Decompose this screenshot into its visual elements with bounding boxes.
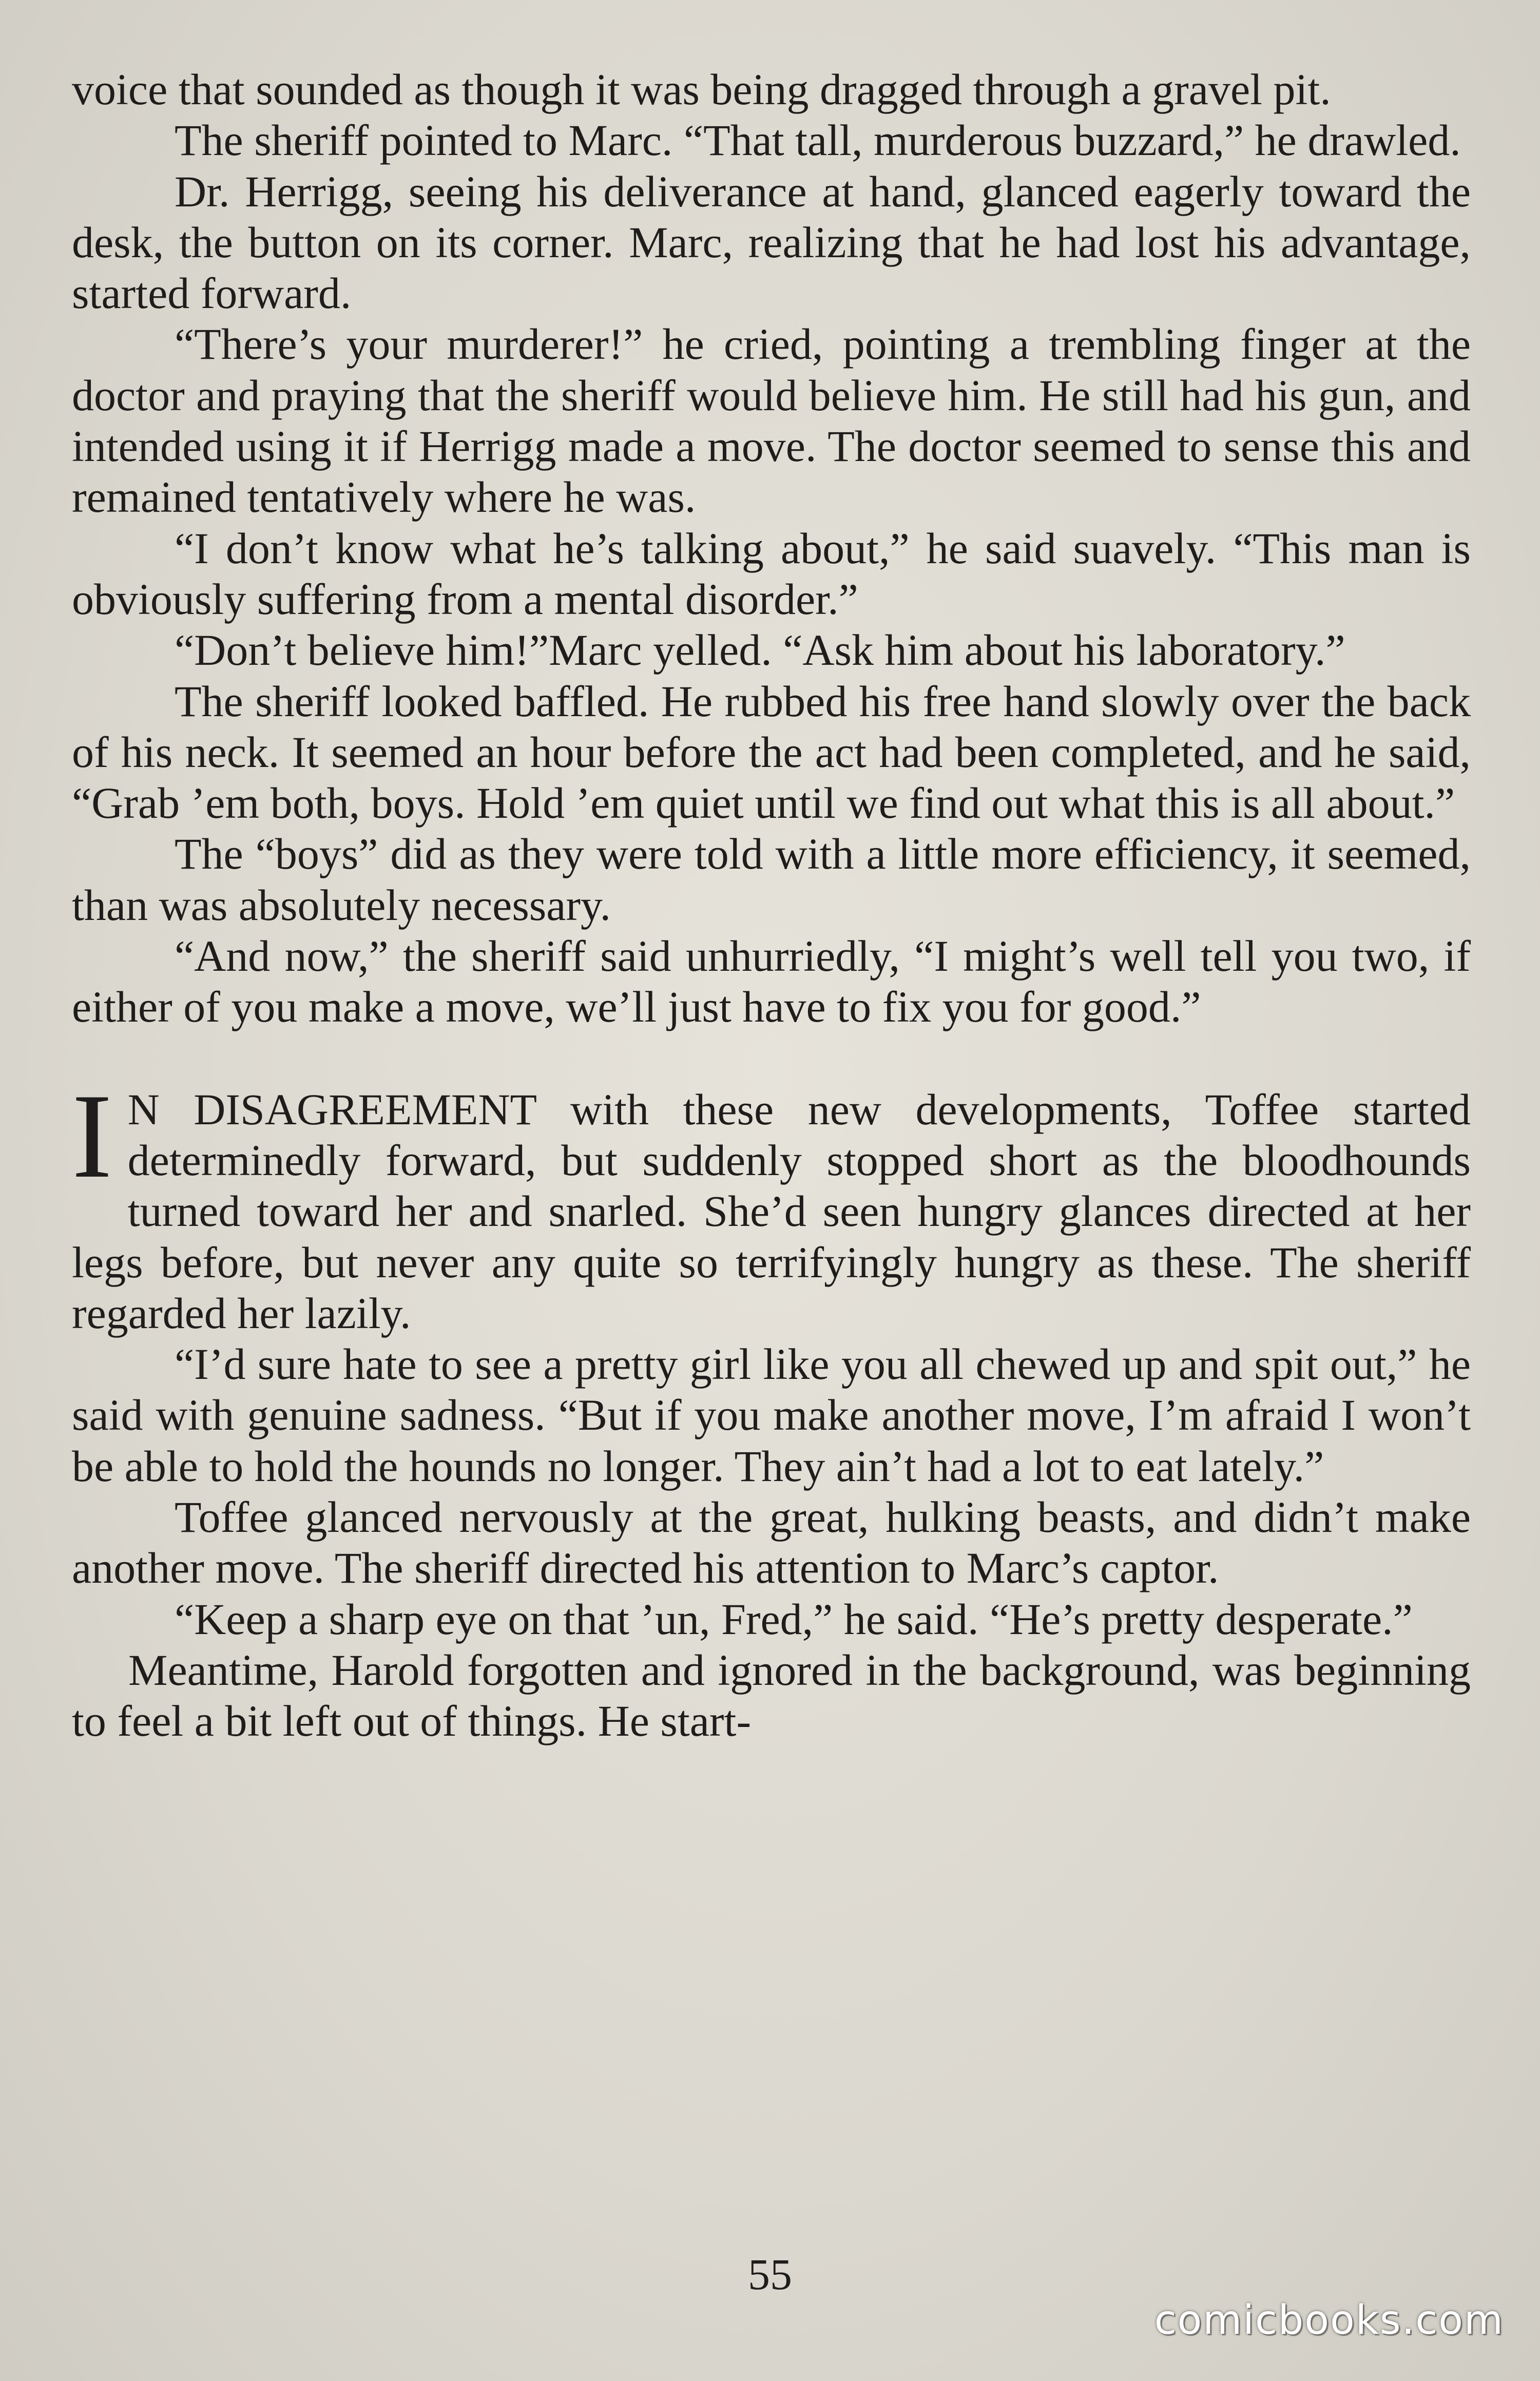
section-first-text: N DISAGREEMENT with these new developments, Toffee started determinedly forward, but suddenly stopped short as the bloodhounds turned toward her and snarled. She’d seen hungry glances directed at her legs before, but never any quite so terrifyingly hungry as these. The sheriff regarded her lazily. [72, 1084, 1471, 1338]
paragraph: “And now,” the sheriff said unhurriedly, “I might’s well tell you two, if either of you make a move, we’ll just have to fix you for good.” [72, 931, 1471, 1032]
paragraph: “I don’t know what he’s talking about,” he said suavely. “This man is obviously suffering from a mental disorder.” [72, 523, 1471, 624]
body-text [72, 64, 1471, 1747]
paragraph: “Keep a sharp eye on that ’un, Fred,” he said. “He’s pretty desperate.” [175, 1594, 1413, 1644]
paragraph: Toffee glanced nervously at the great, hulking beasts, and didn’t make another move. The sheriff directed his attention to Marc’s captor. [72, 1492, 1471, 1593]
paragraph: Dr. Herrigg, seeing his deliverance at hand, glanced eagerly toward the desk, the button on its corner. Marc, realizing that he had lost his advantage, started forward. [72, 166, 1471, 318]
drop-cap: I [72, 1069, 112, 1203]
paragraph: “Don’t believe him!”Marc yelled. “Ask him about his laboratory.” [175, 625, 1345, 675]
paragraph: “I’d sure hate to see a pretty girl like you all chewed up and spit out,” he said with genuine sadness. “But if you make another move, I’m afraid I won’t be able to hold the hounds no longer. They ain’t had a lot to eat lately.” [72, 1339, 1471, 1491]
section-opening-paragraph [72, 1069, 1471, 1339]
paragraph: The sheriff looked baffled. He rubbed his free hand slowly over the back of his neck. It seemed an hour before the act had been completed, and he said, “Grab ’em both, boys. Hold ’em quiet until we find out what this is all about.” [72, 676, 1471, 828]
paragraph: voice that sounded as though it was being dragged through a gravel pit. [72, 65, 1331, 114]
paragraph: The “boys” did as they were told with a little more efficiency, it seemed, than was absolutely necessary. [72, 829, 1471, 930]
paragraph: The sheriff pointed to Marc. “That tall, murderous buzzard,” he drawled. [175, 116, 1461, 165]
page-number: 55 [748, 2250, 792, 2299]
paragraph: Meantime, Harold forgotten and ignored in the background, was beginning to feel a bit left out of things. He start- [72, 1645, 1471, 1746]
site-watermark: comicbooks.com [1154, 2297, 1504, 2344]
paragraph: “There’s your murderer!” he cried, pointing a trembling finger at the doctor and praying that the sheriff would believe him. He still had his gun, and intended using it if Herrigg made a move. The doctor seemed to sense this and remained tentatively where he was. [72, 319, 1471, 522]
